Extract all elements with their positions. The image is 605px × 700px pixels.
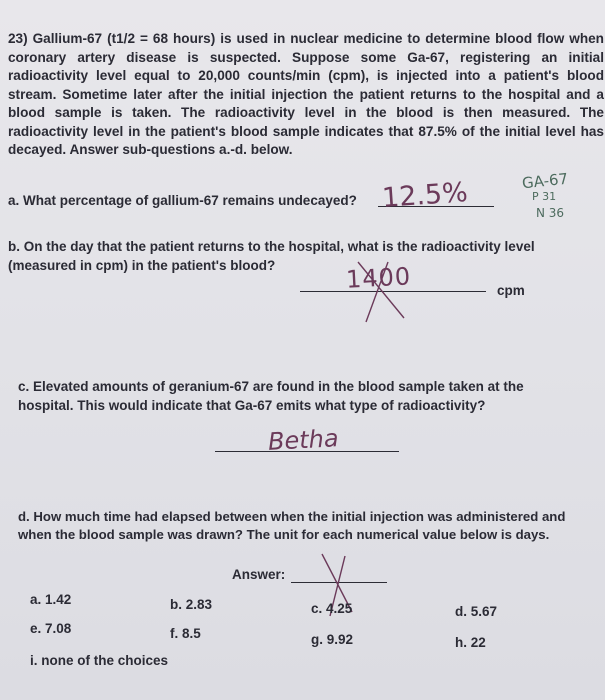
choice-i: i. none of the choices	[30, 653, 169, 668]
answer-label: Answer:	[232, 567, 286, 582]
margin-note-element: GA-67	[521, 169, 569, 193]
choice-a: a. 1.42	[30, 592, 72, 607]
choice-g: g. 9.92	[311, 632, 354, 647]
choice-e: e. 7.08	[30, 621, 72, 636]
part-b-question-line1: b. On the day that the patient returns to the hospital, what is the radioactivity level	[8, 239, 535, 254]
part-b-question-line2: (measured in cpm) in the patient's blood?	[8, 258, 276, 273]
part-d-question-line1: d. How much time had elapsed between when the initial injection was administered and	[18, 509, 566, 524]
choice-h: h. 22	[455, 635, 486, 650]
part-a-question: a. What percentage of gallium-67 remains undecayed?	[8, 193, 357, 208]
part-b-unit: cpm	[497, 283, 525, 298]
part-c-handwritten-answer: Betha	[267, 424, 340, 456]
part-a-handwritten-answer: 12.5%	[381, 177, 469, 214]
question-intro: 23) Gallium-67 (t1/2 = 68 hours) is used in nuclear medicine to determine blood flow when coronary artery disease is suspected. Suppose some Ga-67, registering an initial radioactivity level equal to 20,000 counts/min (cpm), is injected into a patient's blood stream. Sometime later after the initial injection the patient returns to the hospital and a blood sample is taken. The radioactivity level in the blood is then measured. The radioactivity level in the patient's blood sample indicates that 87.5% of the initial level has decayed. Answer sub-questions a.-d. below.	[8, 31, 604, 157]
margin-note-protons: P 31	[532, 190, 557, 203]
choice-f: f. 8.5	[170, 626, 201, 641]
margin-note-neutrons: N 36	[536, 206, 565, 220]
part-b-handwritten-answer: 1400	[345, 262, 412, 294]
part-d-question-line2: when the blood sample was drawn? The unit for each numerical value below is days.	[18, 527, 550, 542]
choice-b: b. 2.83	[170, 597, 213, 612]
choice-d: d. 5.67	[455, 604, 498, 619]
part-c-question-line1: c. Elevated amounts of geranium-67 are found in the blood sample taken at the	[18, 379, 524, 394]
part-c-question-line2: hospital. This would indicate that Ga-67 emits what type of radioactivity?	[18, 398, 486, 413]
choice-c: c. 4.25	[311, 601, 353, 616]
